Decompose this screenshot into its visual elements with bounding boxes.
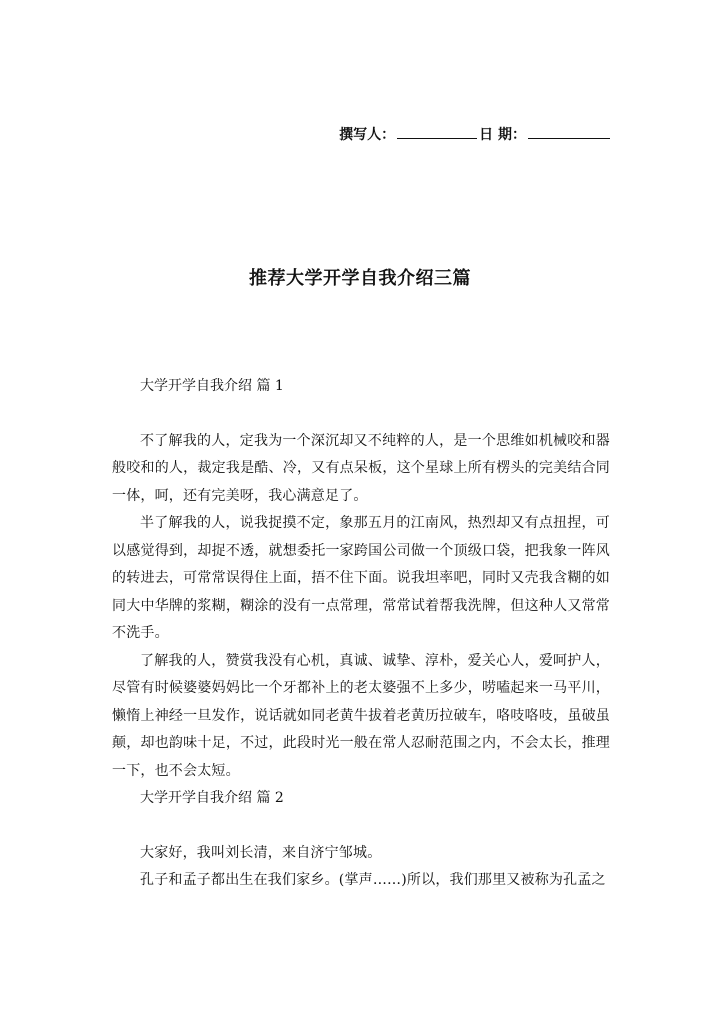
paragraph: 孔子和孟子都出生在我们家乡。(掌声……)所以，我们那里又被称为孔孟之 (140, 872, 606, 888)
date-blank (528, 124, 610, 139)
section-heading-2: 大学开学自我介绍 篇 2 (140, 790, 284, 806)
date-label: 日 期： (479, 127, 526, 143)
author-label: 撰写人： (339, 127, 396, 143)
paragraph: 了解我的人，赞赏我没有心机，真诚、诚挚、淳朴，爱关心人，爱呵护人，尽管有时候婆婆妈妈比一个牙都补上的老太婆强不上多少，唠嗑起来一马平川，懒惰上神经一旦发作，说话就如同老黄牛拔着老黄历拉破车，咯吱咯吱，虽破虽颠，却也韵味十足，不过，此段时光一般在常人忍耐范围之内，不会太长，推理一下，也不会太短。 (112, 652, 610, 779)
paragraph: 大家好，我叫刘长清，来自济宁邹城。 (140, 844, 382, 861)
section-heading-1: 大学开学自我介绍 篇 1 (140, 378, 284, 394)
paragraph: 半了解我的人，说我捉摸不定，象那五月的江南风，热烈却又有点扭捏，可以感觉得到，却捉不透，就想委托一家跨国公司做一个顶级口袋，把我象一阵风的转进去，可常常误得住上面，捂不住下面。说我坦率吧，同时又壳我含糊的如同大中华牌的浆糊，糊涂的没有一点常理，常常试着帮我洗牌，但这种人又常常不洗手。 (112, 515, 610, 641)
document-body (112, 373, 610, 895)
author-date-line (339, 124, 612, 144)
author-blank (397, 124, 477, 139)
document-title: 推荐大学开学自我介绍三篇 (249, 268, 471, 289)
paragraph: 不了解我的人，定我为一个深沉却又不纯粹的人，是一个思维如机械咬和器般咬和的人，裁定我是酷、冷，又有点呆板，这个星球上所有楞头的完美结合同一体，呵，还有完美呀，我心满意足了。 (112, 432, 610, 504)
